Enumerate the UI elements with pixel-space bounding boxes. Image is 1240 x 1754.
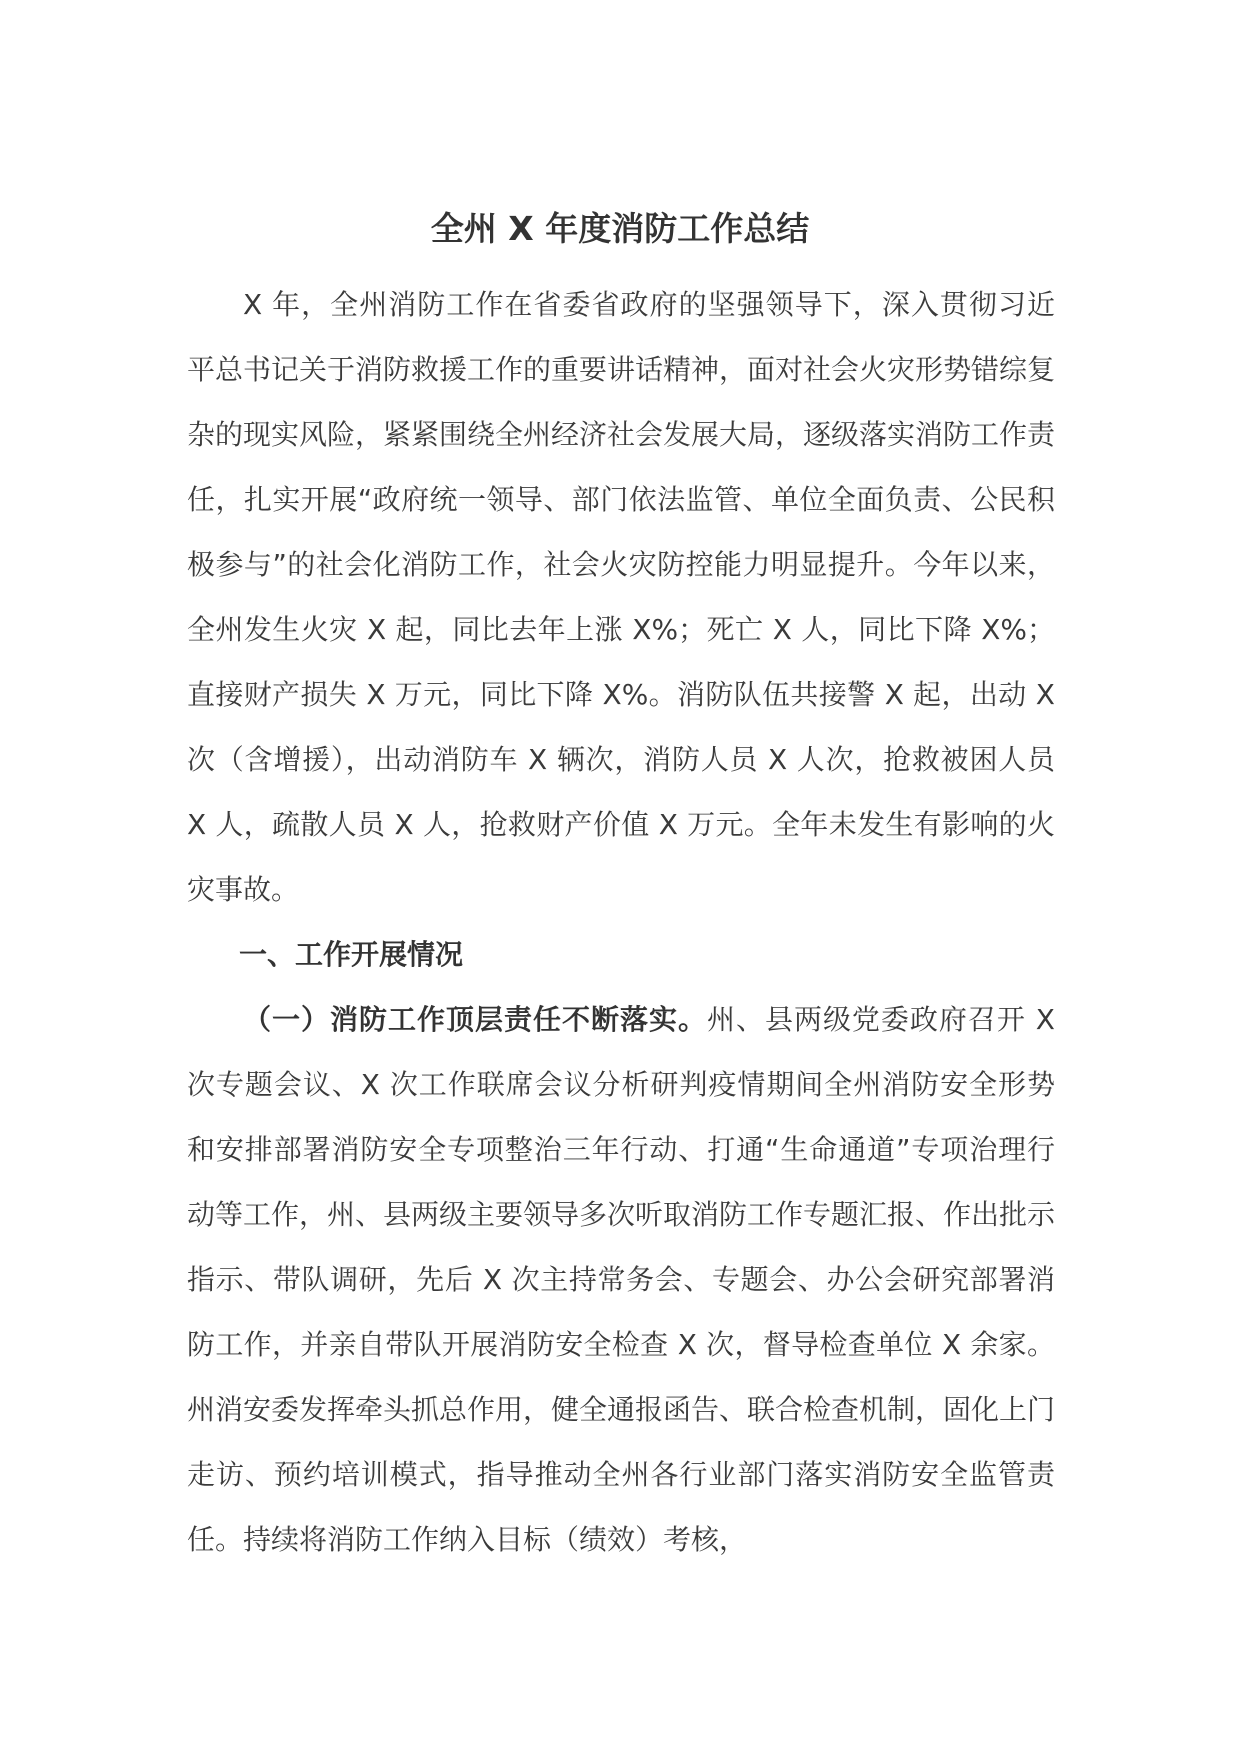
paragraph-lead-heading: （一）消防工作顶层责任不断落实。	[243, 1003, 707, 1036]
intro-paragraph: X 年，全州消防工作在省委省政府的坚强领导下，深入贯彻习近平总书记关于消防救援工作的重要讲话精神，面对社会火灾形势错综复杂的现实风险，紧紧围绕全州经济社会发展大局，逐级落实消防工作责任，扎实开展“政府统一领导、部门依法监管、单位全面负责、公民积极参与”的社会化消防工作，社会火灾防控能力明显提升。今年以来，全州发生火灾 X 起，同比去年上涨 X%；死亡 X 人，同比下降 X%；直接财产损失 X 万元，同比下降 X%。消防队伍共接警 X 起，出动 X 次（含增援），出动消防车 X 辆次，消防人员 X 人次，抢救被困人员 X 人，疏散人员 X 人，抢救财产价值 X 万元。全年未发生有影响的火灾事故。	[187, 288, 1056, 906]
responsibility-paragraph	[187, 987, 1055, 1572]
paragraph-body-text: 州、县两级党委政府召开 X 次专题会议、X 次工作联席会议分析研判疫情期间全州消防安全形势和安排部署消防安全专项整治三年行动、打通“生命通道”专项治理行动等工作，州、县两级主要领导多次听取消防工作专题汇报、作出批示指示、带队调研，先后 X 次主持常务会、专题会、办公会研究部署消防工作，并亲自带队开展消防安全检查 X 次，督导检查单位 X 余家。州消安委发挥牵头抓总作用，健全通报函告、联合检查机制，固化上门走访、预约培训模式，指导推动全州各行业部门落实消防安全监管责任。持续将消防工作纳入目标（绩效）考核，	[187, 1003, 1056, 1556]
document-title: 全州 X 年度消防工作总结	[430, 209, 810, 248]
section-heading: 一、工作开展情况	[239, 938, 464, 971]
